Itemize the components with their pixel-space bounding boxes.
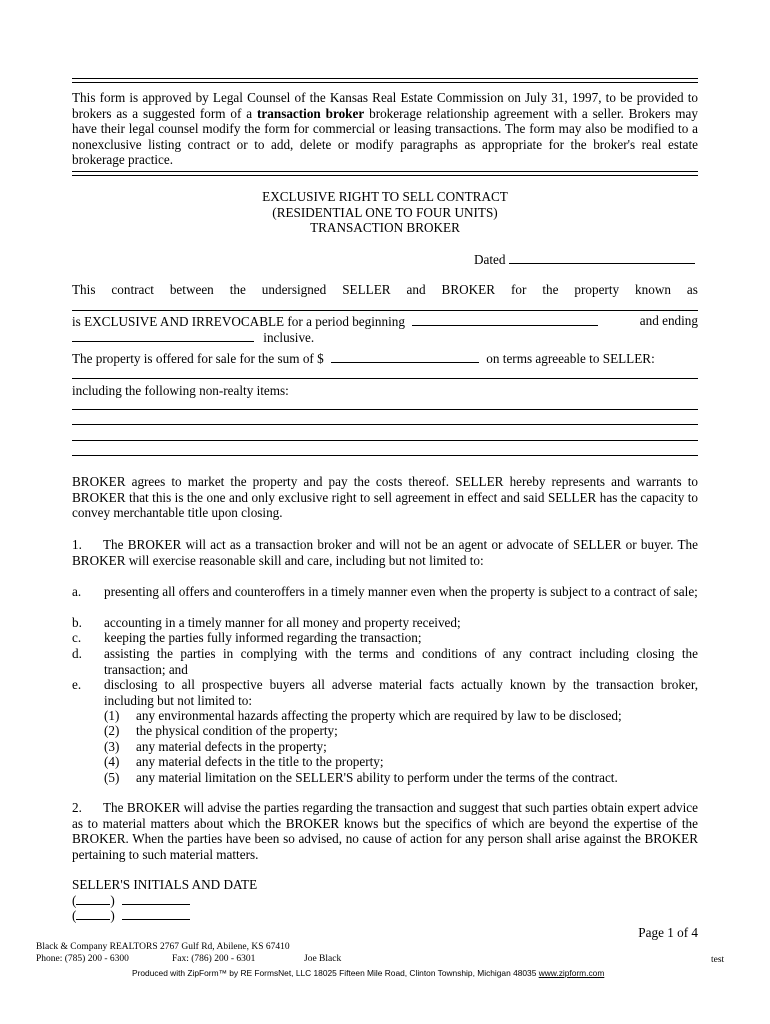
contract-word: for [510,282,527,297]
initials-date-field-1[interactable] [122,892,190,905]
terms-field[interactable] [72,378,698,379]
form-approval-notice: This form is approved by Legal Counsel of the Kansas Real Estate Commission on July 31, 1997, to be provided to brokers as a suggested form of a transaction broker brokerage relationship agreement with a seller. Brokers may have their legal counsel modify the form for commercial or leasing transactions. The form may also be modified to a nonexclusive listing contract or to add, delete or modify paragraphs as appropriate for the broker's real estate brokerage practice. [72,90,698,168]
contract-word: between [169,282,214,297]
sublist-item-1: (1) any environmental hazards affecting the property which are required by law to be disclosed; [104,708,622,723]
notice-rule-2 [72,175,698,176]
contract-word: property [574,282,620,297]
contract-word: as [686,282,698,297]
broker-agrees-paragraph: BROKER agrees to market the property and pay the costs thereof. SELLER hereby represents and warrants to BROKER that this is the one and only exclusive right to sell agreement in effect and said SELLER has the capacity to convey merchantable title upon closing. [72,474,698,521]
initials-date-field-2[interactable] [122,907,190,920]
exclusive-period-row: is EXCLUSIVE AND IRREVOCABLE for a period beginning and ending [72,313,698,329]
contract-word: BROKER [441,282,496,297]
contract-word: known [635,282,671,297]
initials-field-1[interactable] [76,892,110,905]
list-item-d: d. assisting the parties in complying with the terms and conditions of any contract including closing the transaction; and [72,646,698,677]
period-begin-field[interactable] [412,313,598,326]
non-realty-line-3[interactable] [72,440,698,441]
footer-company: Black & Company REALTORS 2767 Gulf Rd, Abilene, KS 67410 [36,942,290,952]
contract-word: undersigned [261,282,327,297]
contract-word: and [406,282,426,297]
period-end-row: inclusive. [72,329,314,346]
transaction-broker-bold: transaction broker [257,105,365,121]
section-1-paragraph: 1. The BROKER will act as a transaction broker and will not be an agent or advocate of SELLER or buyer. The BROKER will exercise reasonable skill and care, including but not limited to: [72,537,698,568]
contract-between-line [72,282,698,298]
non-realty-label: including the following non-realty items: [72,383,289,398]
page-number: Page 1 of 4 [638,925,698,940]
sublist-item-5: (5) any material limitation on the SELLER'S ability to perform under the terms of the contract. [104,770,618,785]
list-item-c: c. keeping the parties fully informed regarding the transaction; [72,630,422,645]
non-realty-line-4[interactable] [72,455,698,456]
price-field[interactable] [331,350,479,363]
initials-row-1: ( ) [72,892,190,909]
footer-produced-with: Produced with ZipForm™ by RE FormsNet, LLC 18025 Fifteen Mile Road, Clinton Township, Michigan 48035 www.zipform.com [132,968,605,978]
sublist-item-2: (2) the physical condition of the property; [104,723,338,738]
top-rule-2 [72,82,698,83]
notice-rule [72,171,698,172]
initials-field-2[interactable] [76,907,110,920]
footer-phone: Phone: (785) 200 - 6300 [36,954,129,964]
initials-row-2: ( ) [72,907,190,924]
property-address-field[interactable] [72,310,698,311]
price-row: The property is offered for sale for the sum of $ on terms agreeable to SELLER: [72,351,655,366]
zipform-link[interactable]: www.zipform.com [538,968,605,978]
contract-word: the [229,282,246,297]
non-realty-line-2[interactable] [72,424,698,425]
footer-agent: Joe Black [304,954,342,964]
list-item-e: e. disclosing to all prospective buyers all adverse material facts actually known by the transaction broker, including but not limited to: [72,677,698,708]
footer-test: test [711,955,725,965]
non-realty-line-1[interactable] [72,409,698,410]
document-title: EXCLUSIVE RIGHT TO SELL CONTRACT (RESIDENTIAL ONE TO FOUR UNITS) TRANSACTION BROKER [262,189,508,235]
contract-word: This [72,282,96,297]
footer-fax: Fax: (786) 200 - 6301 [172,954,256,964]
dated-row: Dated [474,251,695,268]
section-2-paragraph: 2. The BROKER will advise the parties regarding the transaction and suggest that such parties obtain expert advice as to material matters about which the BROKER knows but the specifics of which are beyond the expertise of the BROKER. When the parties have been so advised, no cause of action for any person shall arise against the BROKER pertaining to such material matters. [72,800,698,862]
sublist-item-4: (4) any material defects in the title to the property; [104,754,384,769]
period-end-field[interactable] [72,329,254,342]
top-rule [72,78,698,79]
sublist-item-3: (3) any material defects in the property; [104,739,327,754]
list-item-a: a. presenting all offers and counteroffers in a timely manner even when the property is subject to a contract of sale; [72,584,698,599]
list-item-b: b. accounting in a timely manner for all money and property received; [72,615,461,630]
contract-word: SELLER [342,282,391,297]
sellers-initials-label: SELLER'S INITIALS AND DATE [72,877,258,892]
dated-field[interactable] [509,251,695,264]
contract-word: the [542,282,559,297]
contract-word: contract [111,282,154,297]
